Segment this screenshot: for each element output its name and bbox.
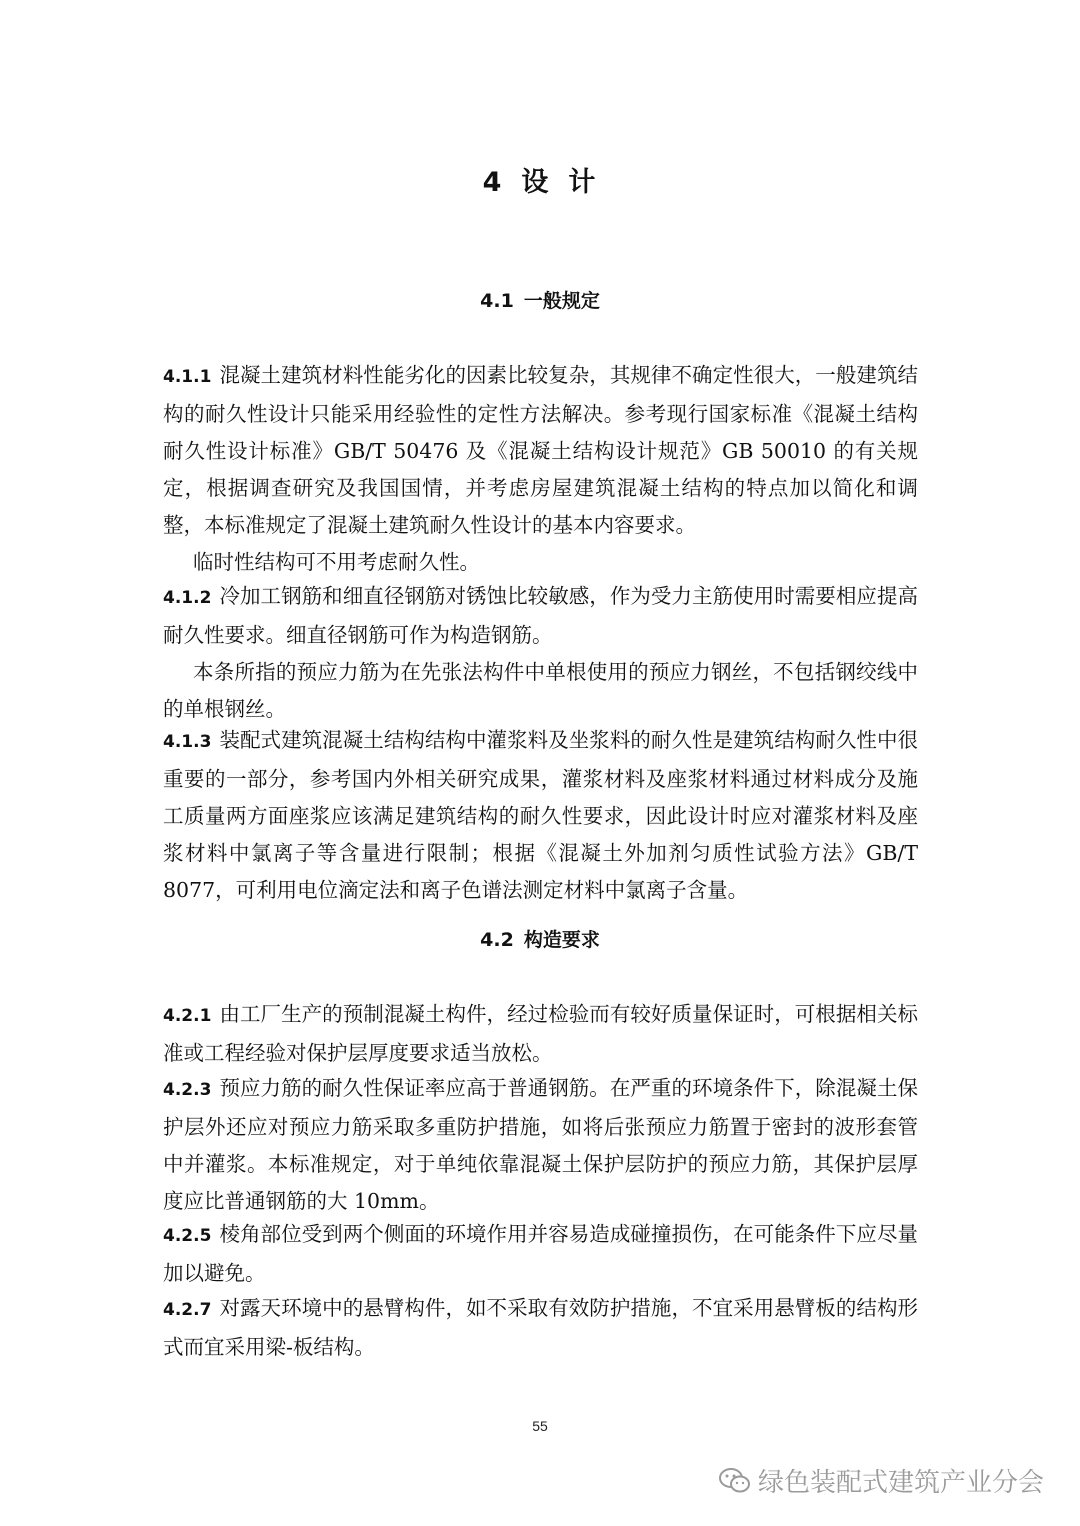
clause-note: 本条所指的预应力筋为在先张法构件中单根使用的预应力钢丝，不包括钢绞线中的单根钢丝。 [163, 660, 918, 721]
clause-4-1-3 [163, 722, 918, 909]
chapter-title-char: 计 [568, 167, 598, 198]
wechat-icon [718, 1466, 752, 1496]
clause-text: 冷加工钢筋和细直径钢筋对锈蚀比较敏感，作为受力主筋使用时需要相应提高耐久性要求。细直径钢筋可作为构造钢筋。 [163, 584, 918, 647]
clause-text: 混凝土建筑材料性能劣化的因素比较复杂，其规律不确定性很大，一般建筑结构的耐久性设计只能采用经验性的定性方法解决。参考现行国家标准《混凝土结构耐久性设计标准》GB/T 50476 及《混凝土结构设计规范》GB 50010 的有关规定，根据调查研究及我国国情，并考虑房屋建筑混凝土结构的特点加以简化和调整，本标准规定了混凝土建筑耐久性设计的基本内容要求。 [163, 363, 918, 537]
clause-4-1-2 [163, 578, 918, 728]
watermark [718, 1462, 1044, 1499]
section-title: 一般规定 [523, 290, 600, 312]
clause-4-2-1 [163, 996, 918, 1072]
watermark-text: 绿色装配式建筑产业分会 [758, 1468, 1045, 1498]
clause-number: 4.1.2 [163, 588, 212, 608]
clause-number: 4.2.3 [163, 1080, 212, 1100]
section-number: 4.2 [480, 929, 514, 951]
chapter-title [0, 160, 1080, 199]
clause-text: 装配式建筑混凝土结构结构中灌浆料及坐浆料的耐久性是建筑结构耐久性中很重要的一部分，参考国内外相关研究成果，灌浆材料及座浆材料通过材料成分及施工质量两方面座浆应该满足建筑结构的耐久性要求，因此设计时应对灌浆材料及座浆材料中氯离子等含量进行限制；根据《混凝土外加剂匀质性试验方法》GB/T 8077，可利用电位滴定法和离子色谱法测定材料中氯离子含量。 [163, 728, 918, 902]
clause-text: 由工厂生产的预制混凝土构件，经过检验而有较好质量保证时，可根据相关标准或工程经验对保护层厚度要求适当放松。 [163, 1002, 918, 1065]
clause-4-2-3 [163, 1070, 918, 1220]
chapter-number: 4 [482, 167, 504, 198]
chapter-title-char: 设 [521, 167, 551, 198]
page-number: 55 [532, 1418, 548, 1434]
clause-number: 4.1.3 [163, 732, 212, 752]
clause-4-2-5 [163, 1216, 918, 1292]
clause-text: 对露天环境中的悬臂构件，如不采取有效防护措施，不宜采用悬臂板的结构形式而宜采用梁-板结构。 [163, 1296, 918, 1359]
section-heading-4-1 [0, 286, 1080, 313]
section-heading-4-2 [0, 925, 1080, 952]
section-title: 构造要求 [523, 929, 600, 951]
clause-number: 4.2.5 [163, 1226, 212, 1246]
section-number: 4.1 [480, 290, 514, 312]
clause-4-2-7 [163, 1290, 918, 1366]
clause-4-1-1 [163, 357, 918, 581]
clause-note: 临时性结构可不用考虑耐久性。 [193, 550, 480, 574]
clause-number: 4.2.1 [163, 1006, 212, 1026]
clause-text: 棱角部位受到两个侧面的环境作用并容易造成碰撞损伤，在可能条件下应尽量加以避免。 [163, 1222, 918, 1285]
clause-number: 4.2.7 [163, 1300, 212, 1320]
clause-number: 4.1.1 [163, 367, 212, 387]
clause-text: 预应力筋的耐久性保证率应高于普通钢筋。在严重的环境条件下，除混凝土保护层外还应对预应力筋采取多重防护措施，如将后张预应力筋置于密封的波形套管中并灌浆。本标准规定，对于单纯依靠混凝土保护层防护的预应力筋，其保护层厚度应比普通钢筋的大 10mm。 [163, 1076, 918, 1213]
